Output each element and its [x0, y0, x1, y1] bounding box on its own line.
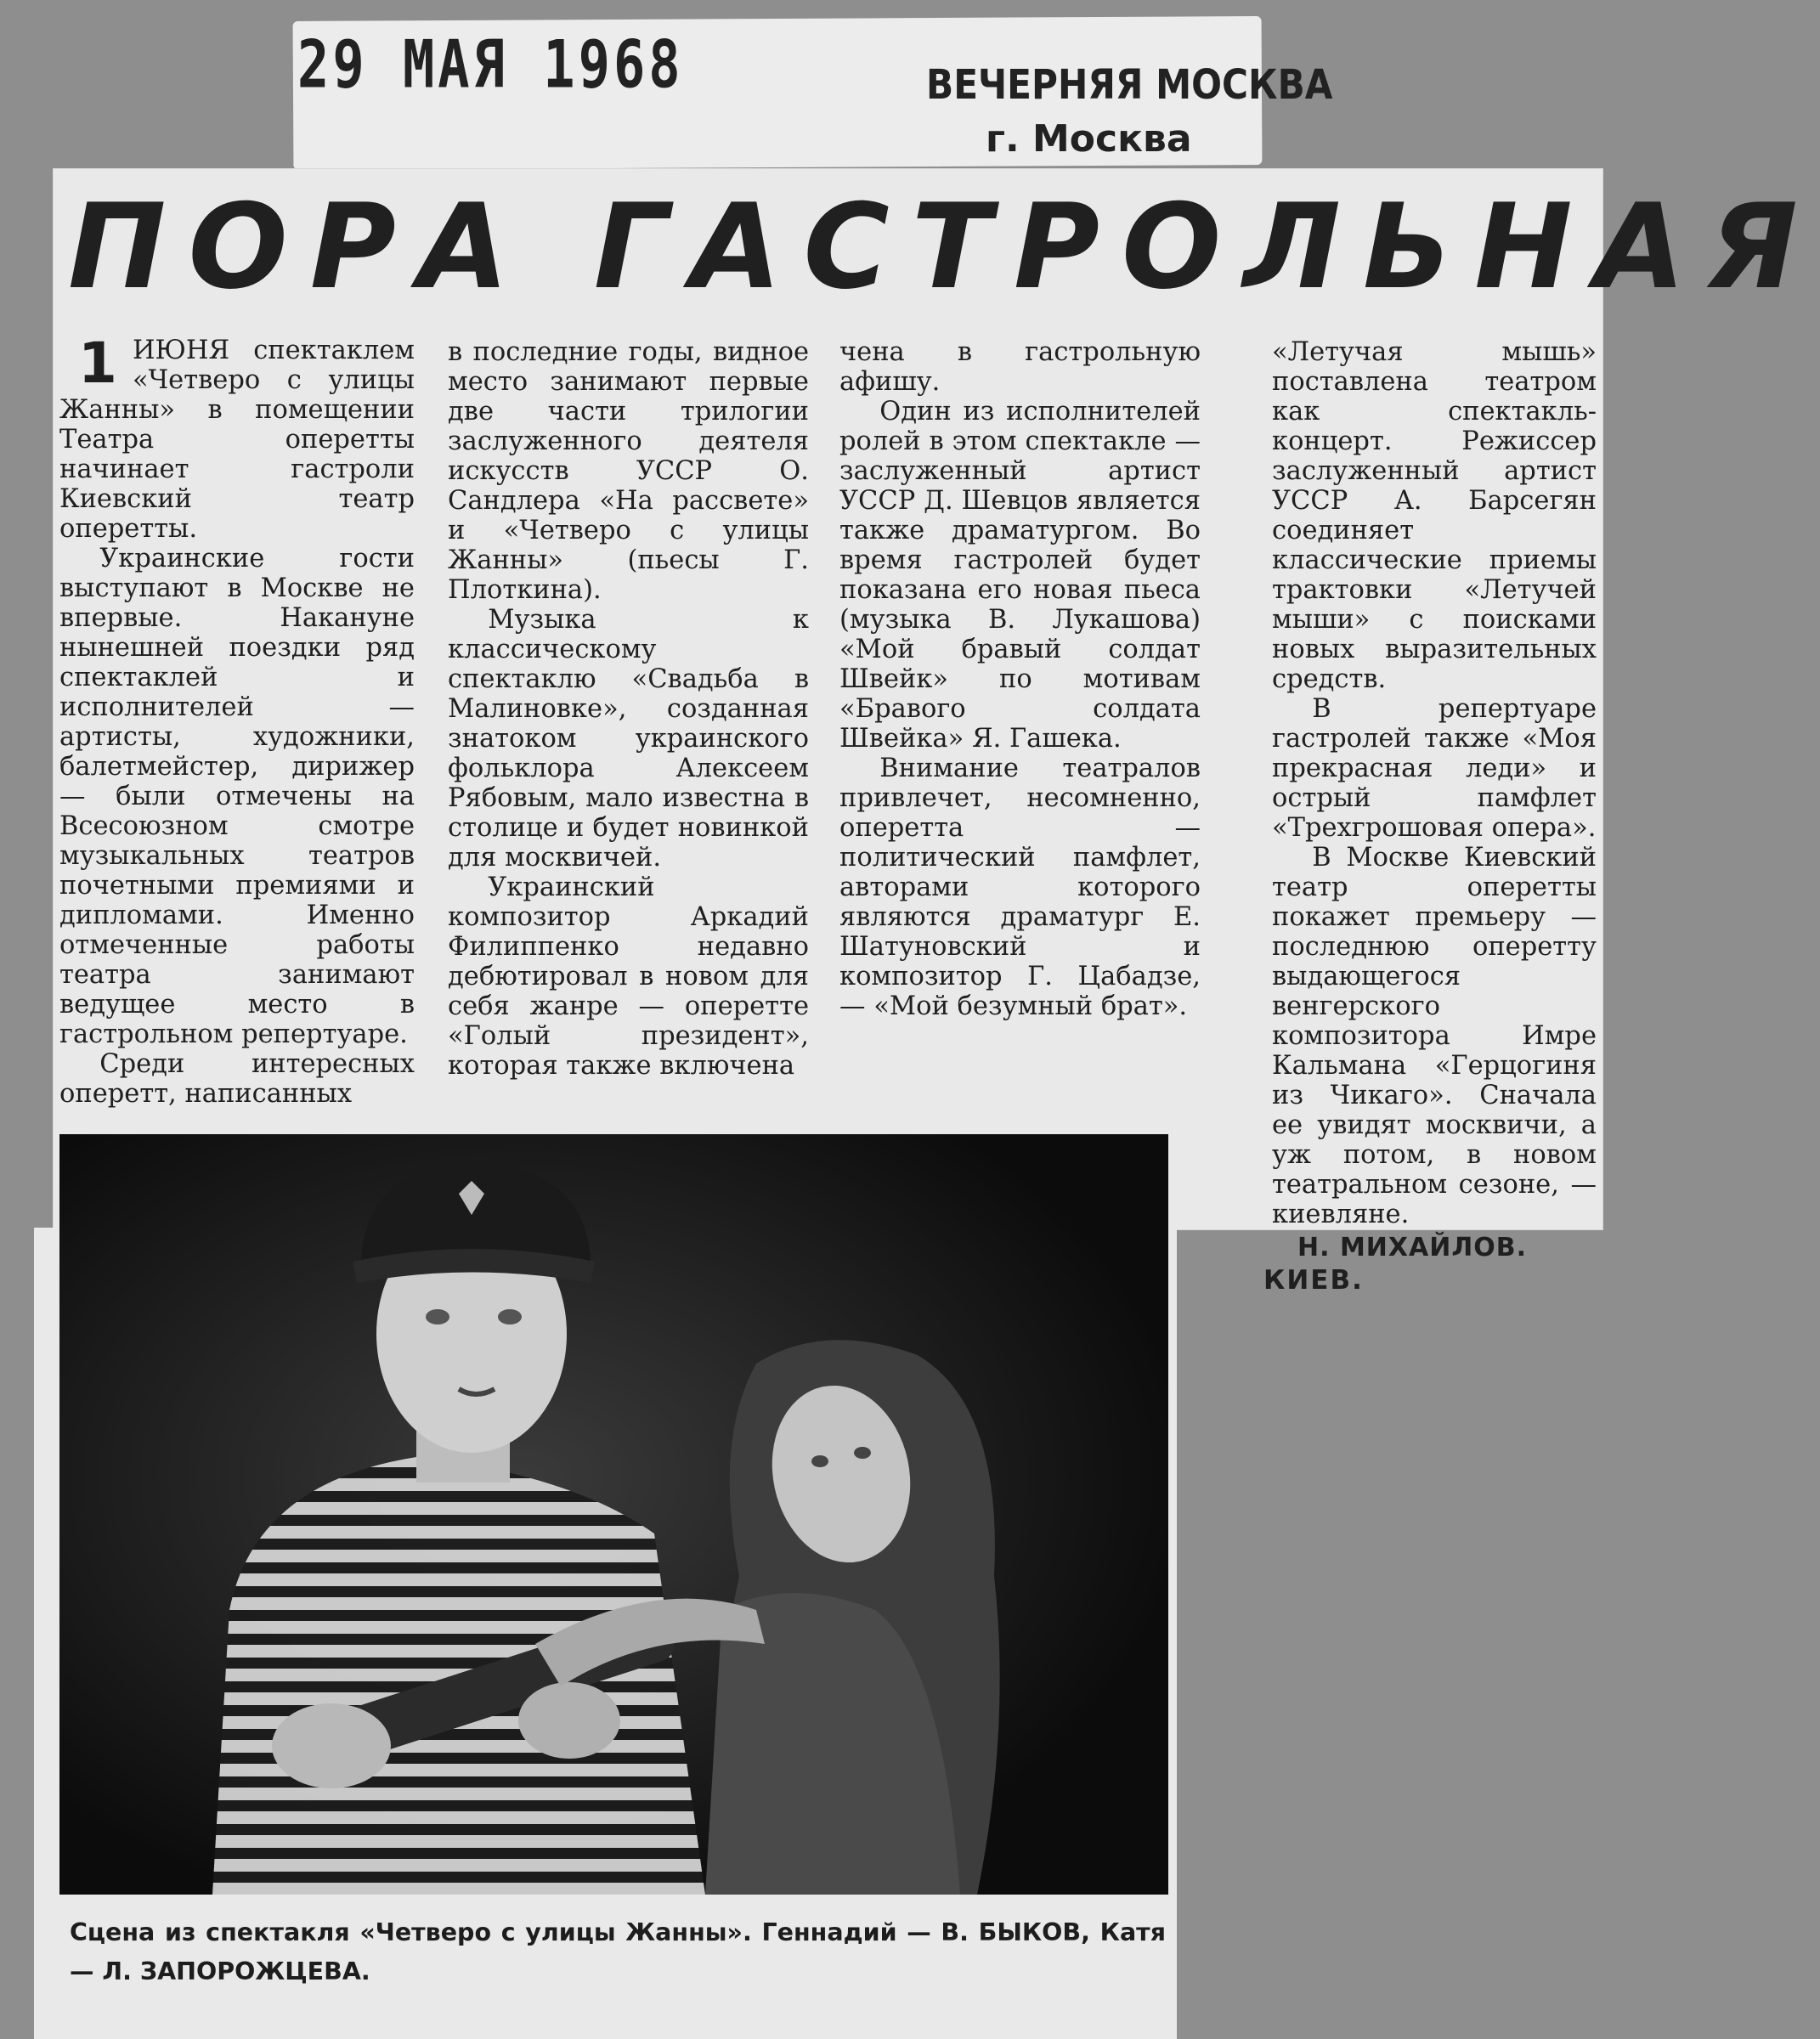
paragraph: [59, 330, 415, 544]
scene-photo: [59, 1134, 1168, 1895]
city-stamp: г. Москва: [986, 117, 1192, 161]
paragraph: Среди интересных оперетт, написанных: [59, 1049, 415, 1109]
paragraph: в последние годы, видное место занимают первые две части трилогии заслуженного деятеля искусств УССР О. Сандлера «На рассвете» и «Четверо с улицы Жанны» (пьесы Г. Плоткина).: [448, 337, 809, 605]
paragraph: Украинский композитор Аркадий Филиппенко недавно дебютировал в новом для себя жанре — оперетте «Голый президент», которая также включена: [448, 873, 809, 1081]
drop-cap: 1: [78, 330, 117, 396]
article-column-4: [1263, 337, 1597, 1296]
author-location: КИЕВ.: [1263, 1265, 1364, 1296]
paragraph: Музыка к классическому спектаклю «Свадьба в Малиновке», созданная знатоком украинского фольклора Алексеем Рябовым, мало известна в столице и будет новинкой для москвичей.: [448, 605, 809, 873]
article-column-3: [839, 337, 1201, 1021]
paragraph: «Летучая мышь» поставлена театром как спектакль-концерт. Режиссер заслуженный артист УССР А. Барсегян соединяет классические приемы трактовки «Летучей мыши» с поисками новых выразительных средств.: [1272, 337, 1597, 694]
photo-caption: Сцена из спектакля «Четверо с улицы Жанны». Геннадий — В. БЫКОВ, Катя — Л. ЗАПОРОЖЦЕВА.: [70, 1918, 1166, 1985]
author-signature: Н. МИХАЙЛОВ.: [1297, 1233, 1528, 1262]
date-stamp: 29 МАЯ 1968: [297, 25, 684, 104]
paragraph-text: ИЮНЯ спектаклем «Четверо с улицы Жанны» в помещении Театра оперетты начинает гастроли Киевский театр оперетты.: [59, 336, 415, 544]
paragraph: В репертуаре гастролей также «Моя прекрасная леди» и острый памфлет «Трехгрошовая опера».: [1272, 694, 1597, 843]
paragraph: Внимание театралов привлечет, несомненно, оперетта — политический памфлет, авторами которого являются драматург Е. Шатуновский и композитор Г. Цабадзе, — «Мой безумный брат».: [839, 754, 1201, 1021]
scene-photo-illustration: [59, 1134, 1168, 1895]
article-column-1: [59, 330, 415, 1109]
paragraph: Украинские гости выступают в Москве не впервые. Накануне нынешней поездки ряд спектаклей и исполнителей — артисты, художники, балетмейстер, дирижер — были отмечены на Всесоюзном смотре музыкальных театров почетными премиями и дипломами. Именно отмеченные работы театра занимают ведущее место в гастрольном репертуаре.: [59, 544, 415, 1049]
paragraph: В Москве Киевский театр оперетты покажет премьеру — последнюю оперетту выдающегося венгерского композитора Имре Кальмана «Герцогиня из Чикаго». Сначала ее увидят москвичи, а уж потом, в новом театральном сезоне, — киевляне.: [1272, 843, 1597, 1229]
paragraph: Один из исполнителей ролей в этом спектакле — заслуженный артист УССР Д. Шевцов является также драматургом. Во время гастролей будет показана его новая пьеса (музыка В. Лукашова) «Мой бравый солдат Швейк» по мотивам «Бравого солдата Швейка» Я. Гашека.: [839, 397, 1201, 754]
paragraph: чена в гастрольную афишу.: [839, 337, 1201, 397]
article-column-2: [448, 337, 809, 1081]
newspaper-stamp: ВЕЧЕРНЯЯ МОСКВА: [926, 61, 1333, 109]
article-headline: ПОРА ГАСТРОЛЬНАЯ: [68, 178, 1820, 315]
